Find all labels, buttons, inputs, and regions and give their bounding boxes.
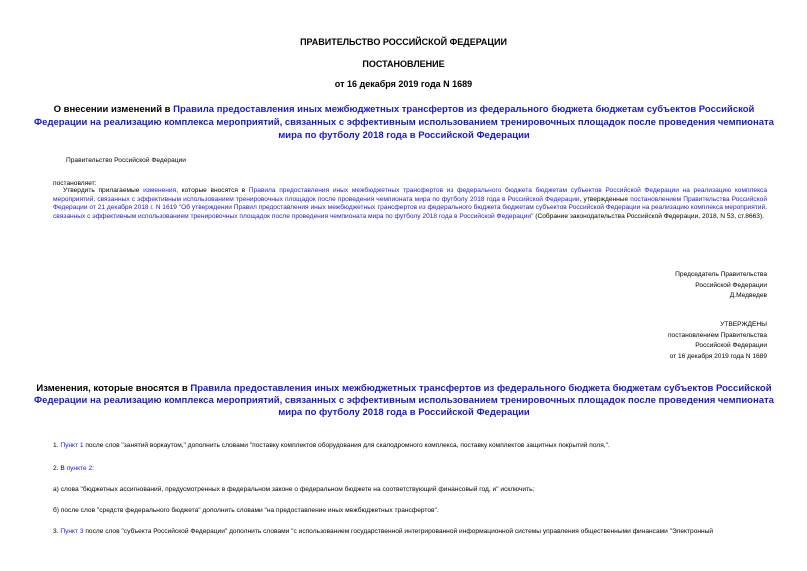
- item-3: [53, 528, 767, 537]
- approved-line-3: Российской Федерации: [695, 342, 767, 349]
- decree-link[interactable]: постановлением Правительства Российской Федерации от 21 декабря 2018 г. N 1619 "Об утверждении Правил предоставления иных межбюджетных трансфертов из федерального бюджета бюджетам субъектов Российской Федерации на реализацию комплекса мероприятий, связанных с эффективным использованием тренировочных площадок после проведения чемпионата мира по футболу 2018 года в Российской Федерации": [53, 195, 768, 220]
- item-2a: а) слова "бюджетных ассигнований, предусмотренных в федеральном законе о федеральном бюджете на соответствующий финансовый год, и" исключить;: [53, 486, 535, 493]
- main-paragraph: [53, 187, 767, 221]
- changes-title: [34, 383, 774, 419]
- approved-block: [668, 320, 767, 362]
- government-line: Правительство Российской Федерации: [66, 157, 186, 164]
- item-2b: б) после слов "средств федерального бюджета" дополнить словами "на предоставление иных межбюджетных трансфертов".: [53, 507, 439, 514]
- item-3-text: после слов "субъекта Российской Федерации" дополнить словами "с использованием государственной интегрированной информационной системы управления общественными финансами "Электронный: [83, 528, 714, 535]
- item-1: [53, 442, 767, 451]
- document-title: [34, 103, 774, 142]
- doc-type-heading: ПОСТАНОВЛЕНИЕ: [362, 59, 445, 69]
- postanovlyaet-line: постановляет:: [53, 180, 97, 187]
- signature-block: [675, 270, 767, 302]
- item-1-text: после слов "занятий воркаутом," дополнить словами "поставку комплектов оборудования для скалодромного комплекса, поставку комплектов защитных покрытий поля,".: [83, 442, 610, 449]
- title-rules-link[interactable]: Правила предоставления иных межбюджетных трансфертов из федерального бюджета бюджетам субъектов Российской Федерации на реализацию комплекса мероприятий, связанных с эффективным использованием тренировочных площадок после проведения чемпионата мира по футболу 2018 года в Российской Федерации: [34, 104, 774, 141]
- changes-title-rules-link[interactable]: Правила предоставления иных межбюджетных трансфертов из федерального бюджета бюджетам субъектов Российской Федерации на реализацию комплекса мероприятий, связанных с эффективным использованием тренировочных площадок после проведения чемпионата мира по футболу 2018 года в Российской Федерации: [34, 383, 774, 418]
- changes-link[interactable]: изменения: [143, 187, 177, 194]
- signature-line-2: Российской Федерации: [695, 281, 767, 289]
- date-number-heading: от 16 декабря 2019 года N 1689: [334, 79, 473, 89]
- signature-line-3: Д.Медведев: [729, 292, 767, 299]
- item-2-link[interactable]: пункте 2: [66, 465, 93, 472]
- item-1-num: 1.: [53, 442, 61, 449]
- p1-start: Утвердить прилагаемые: [63, 187, 144, 194]
- government-heading: ПРАВИТЕЛЬСТВО РОССИЙСКОЙ ФЕДЕРАЦИИ: [300, 37, 507, 47]
- p1-mid: , которые вносятся в: [176, 187, 249, 194]
- rules-link[interactable]: Правила предоставления иных межбюджетных трансфертов из федерального бюджета бюджетам субъектов Российской Федерации на реализацию комплекса мероприятий, связанных с эффективным использованием тренировочных площадок после проведения чемпионата мира по футболу 2018 года в Российской Федерации: [53, 187, 767, 203]
- item-2-text: :: [92, 465, 94, 472]
- item-2-num: 2. В: [53, 465, 67, 472]
- item-2: [53, 465, 767, 474]
- p1-end: (Собрание законодательства Российской Федерации, 2018, N 53, ст.8663).: [533, 212, 764, 220]
- item-1-link[interactable]: Пункт 1: [60, 442, 84, 449]
- approved-line-4: от 16 декабря 2019 года N 1689: [669, 352, 767, 360]
- item-3-link[interactable]: Пункт 3: [60, 528, 84, 535]
- signature-line-1: Председатель Правительства: [675, 271, 767, 278]
- item-3-num: 3.: [53, 528, 61, 535]
- p1-mid2: , утвержденные: [579, 195, 631, 203]
- changes-title-prefix: Изменения, которые вносятся в: [36, 383, 191, 394]
- approved-line-1: УТВЕРЖДЕНЫ: [720, 321, 767, 328]
- title-prefix: О внесении изменений в: [53, 104, 174, 115]
- approved-line-2: постановлением Правительства: [667, 331, 767, 339]
